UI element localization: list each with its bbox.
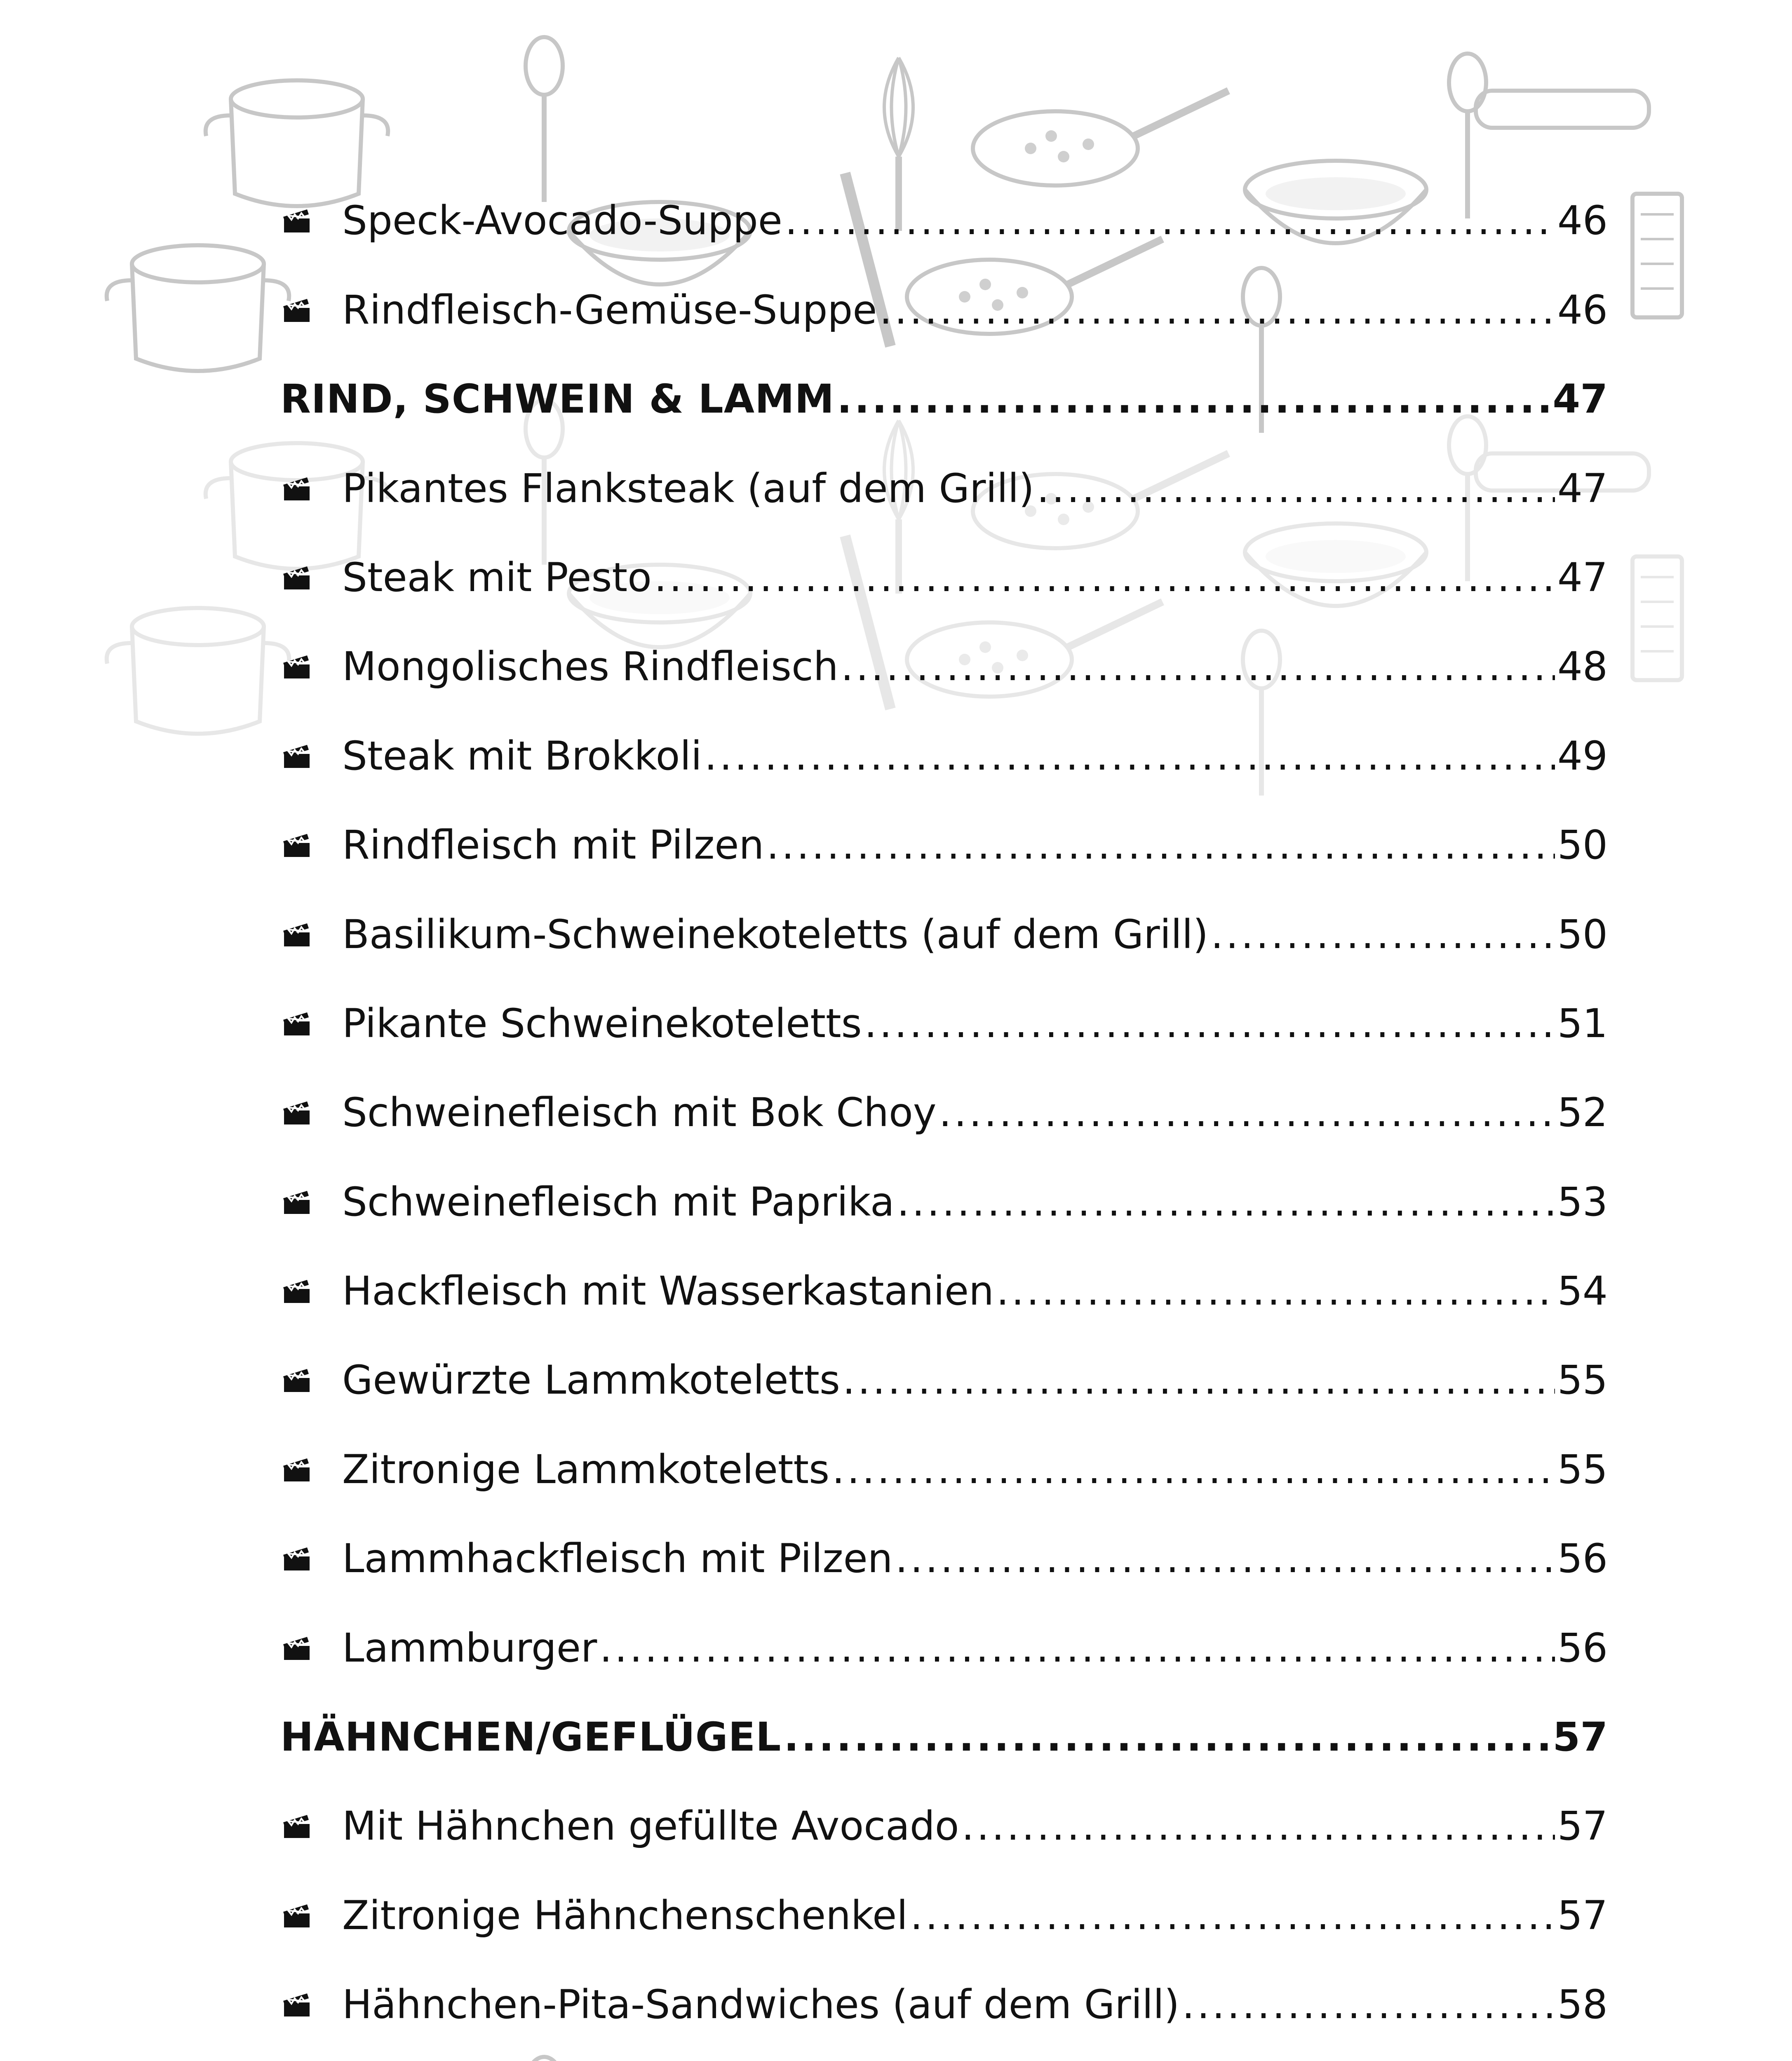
toc-page-number: 57 (1557, 1803, 1608, 1850)
toc-page-number: 49 (1557, 732, 1608, 779)
dot-leader (705, 731, 1555, 781)
toc-entry-title: Lammburger (342, 1624, 597, 1671)
toc-entry-title: Gewürzte Lammkoteletts (342, 1357, 840, 1404)
toc-entry-title: Schweinefleisch mit Bok Choy (342, 1089, 937, 1136)
toc-entry-title: Mit Hähnchen gefüllte Avocado (342, 1803, 959, 1850)
toc-entry[interactable] (280, 248, 1608, 337)
clapperboard-icon (280, 1801, 313, 1851)
dot-leader (1182, 1980, 1555, 2029)
toc-entry[interactable] (280, 1853, 1608, 1942)
toc-entry-title: Basilikum-Schweinekoteletts (auf dem Grill) (342, 911, 1209, 958)
clapperboard-icon (280, 999, 313, 1048)
toc-entry[interactable] (280, 1497, 1608, 1586)
toc-entry-title: Pikante Schweinekoteletts (342, 1000, 862, 1047)
clapperboard-icon (280, 1445, 313, 1494)
toc-entry-title: HÄHNCHEN/GEFLÜGEL (280, 1714, 782, 1761)
table-of-contents (280, 159, 1608, 2061)
dot-leader (843, 1355, 1555, 1405)
toc-entry-title: Steak mit Pesto (342, 554, 652, 601)
toc-page-number: 47 (1557, 554, 1608, 601)
dot-leader (961, 1801, 1555, 1851)
toc-entry-title: Zitronige Lammkoteletts (342, 1446, 830, 1493)
toc-entry[interactable] (280, 159, 1608, 248)
toc-entry-title: Hähnchen-Pita-Sandwiches (auf dem Grill) (342, 1981, 1180, 2028)
clapperboard-icon (280, 1891, 313, 1940)
toc-entry-title: Mongolisches Rindfleisch (342, 643, 838, 690)
toc-section-heading[interactable] (280, 1675, 1608, 1764)
dot-leader (864, 999, 1555, 1048)
toc-entry-title: Zitronige Hähnchenschenkel (342, 1892, 908, 1939)
toc-entry-title: Speck-Avocado-Suppe (342, 197, 782, 244)
dot-leader (599, 1623, 1555, 1673)
dot-leader (837, 374, 1550, 424)
clapperboard-icon (280, 820, 313, 870)
toc-page-number: 47 (1557, 465, 1608, 512)
toc-page-number: 56 (1557, 1624, 1608, 1671)
dot-leader (832, 1445, 1555, 1494)
clapperboard-icon (280, 1623, 313, 1673)
toc-entry[interactable] (280, 694, 1608, 783)
toc-page-number: 50 (1557, 911, 1608, 958)
toc-entry[interactable] (280, 1318, 1608, 1407)
toc-entry-title: Schweinefleisch mit Paprika (342, 1178, 895, 1225)
toc-entry[interactable] (280, 1229, 1608, 1318)
dot-leader (654, 553, 1555, 602)
toc-entry-title: Lammhackfleisch mit Pilzen (342, 1535, 893, 1582)
toc-entry-title: Rindfleisch-Gemüse-Suppe (342, 286, 877, 333)
dot-leader (910, 1891, 1555, 1940)
toc-entry-title: RIND, SCHWEIN & LAMM (280, 376, 835, 423)
clapperboard-icon (280, 285, 313, 335)
toc-page-number: 46 (1557, 286, 1608, 333)
toc-entry[interactable] (280, 872, 1608, 961)
dot-leader (1037, 464, 1555, 513)
clapperboard-icon (280, 1177, 313, 1227)
toc-page-number: 58 (1557, 1981, 1608, 2028)
toc-page-number: 55 (1557, 1357, 1608, 1404)
toc-entry-title: Rindfleisch mit Pilzen (342, 822, 764, 869)
clapperboard-icon (280, 1266, 313, 1316)
toc-page-number: 57 (1552, 1714, 1608, 1761)
toc-page-number: 53 (1557, 1178, 1608, 1225)
toc-page-number: 51 (1557, 1000, 1608, 1047)
clapperboard-icon (280, 464, 313, 513)
toc-entry[interactable] (280, 605, 1608, 694)
toc-page-number: 52 (1557, 1089, 1608, 1136)
dot-leader (766, 820, 1555, 870)
clapperboard-icon (280, 1088, 313, 1137)
clapperboard-icon (280, 910, 313, 959)
toc-entry[interactable] (280, 2032, 1608, 2061)
toc-entry[interactable] (280, 962, 1608, 1051)
toc-entry-title: Steak mit Brokkoli (342, 732, 702, 779)
toc-page-number: 54 (1557, 1268, 1608, 1315)
toc-entry[interactable] (280, 1764, 1608, 1853)
dot-leader (879, 285, 1555, 335)
toc-page-number: 47 (1552, 376, 1608, 423)
toc-entry[interactable] (280, 783, 1608, 872)
toc-entry[interactable] (280, 1051, 1608, 1140)
dot-leader (996, 1266, 1555, 1316)
clapperboard-icon (280, 1980, 313, 2029)
clapperboard-icon (280, 1355, 313, 1405)
clapperboard-icon (280, 553, 313, 602)
toc-entry[interactable] (280, 516, 1608, 605)
toc-entry[interactable] (280, 426, 1608, 515)
toc-entry[interactable] (280, 1140, 1608, 1229)
dot-leader (939, 1088, 1555, 1137)
dot-leader (785, 196, 1555, 245)
clapperboard-icon (280, 196, 313, 245)
toc-entry[interactable] (280, 1943, 1608, 2032)
toc-page-number: 50 (1557, 822, 1608, 869)
toc-section-heading[interactable] (280, 337, 1608, 426)
toc-page-number: 55 (1557, 1446, 1608, 1493)
clapperboard-icon (280, 642, 313, 691)
toc-page-number: 46 (1557, 197, 1608, 244)
dot-leader (841, 642, 1555, 691)
dot-leader (784, 1712, 1550, 1762)
dot-leader (1211, 910, 1555, 959)
toc-entry-title: Hackfleisch mit Wasserkastanien (342, 1268, 994, 1315)
toc-page-number: 57 (1557, 1892, 1608, 1939)
clapperboard-icon (280, 731, 313, 781)
toc-page-number: 48 (1557, 643, 1608, 690)
clapperboard-icon (280, 1534, 313, 1583)
toc-entry[interactable] (280, 1586, 1608, 1675)
toc-page-number: 56 (1557, 1535, 1608, 1582)
dot-leader (895, 1534, 1555, 1583)
toc-entry-title: Pikantes Flanksteak (auf dem Grill) (342, 465, 1034, 512)
dot-leader (897, 1177, 1555, 1227)
toc-entry[interactable] (280, 1407, 1608, 1496)
